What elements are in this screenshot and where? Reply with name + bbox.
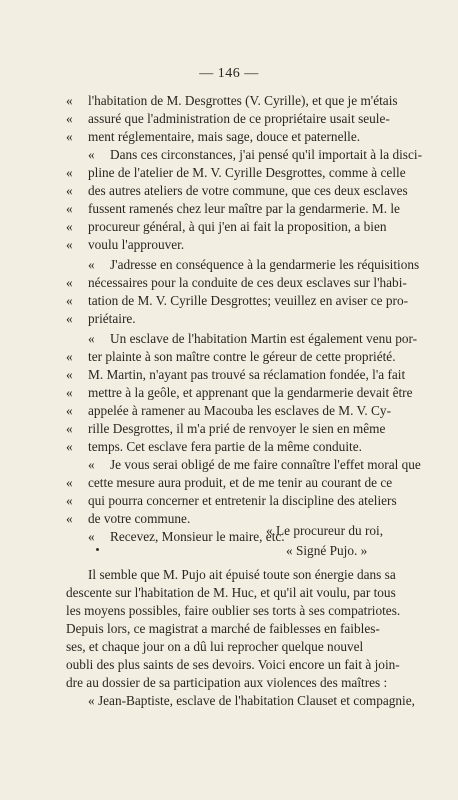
letter-line <box>66 402 428 420</box>
letter-line <box>88 456 428 474</box>
letter-line-text: de votre commune. <box>88 511 191 526</box>
body-line: descente sur l'habitation de M. Huc, et qu'il ait voulu, par tous <box>66 585 396 600</box>
quote-mark: « <box>88 147 95 162</box>
quote-mark: « <box>88 457 95 472</box>
signature-title: « Le procureur du roi, <box>266 523 384 538</box>
quote-mark: « <box>66 201 73 216</box>
letter-line <box>88 256 428 274</box>
letter-line-text: pline de l'atelier de M. V. Cyrille Desgrottes, comme à celle <box>88 165 406 180</box>
letter-line-text: temps. Cet esclave fera partie de la même conduite. <box>88 439 362 454</box>
letter-line-text: voulu l'approuver. <box>88 237 185 252</box>
letter-line-text: tation de M. V. Cyrille Desgrottes; veuillez en aviser ce pro- <box>88 293 409 308</box>
letter-line-text: des autres ateliers de votre commune, que ces deux esclaves <box>88 183 408 198</box>
letter-line <box>66 310 428 328</box>
letter-line <box>66 200 428 218</box>
quote-mark: « <box>88 257 95 272</box>
letter-line-text: ment réglementaire, mais sage, douce et paternelle. <box>88 129 361 144</box>
letter-line <box>66 110 428 128</box>
quote-mark: « <box>88 331 95 346</box>
letter-line <box>66 492 428 510</box>
quote-mark: « <box>66 293 73 308</box>
letter-line-text: Recevez, Monsieur le maire, etc. <box>110 529 285 544</box>
letter-line-text: Un esclave de l'habitation Martin est également venu por- <box>110 331 418 346</box>
letter-line <box>66 384 428 402</box>
letter-line-text: assuré que l'administration de ce propriétaire usait seule- <box>88 111 390 126</box>
quote-mark: « <box>66 493 73 508</box>
body-line: Depuis lors, ce magistrat a marché de faiblesses en faibles- <box>66 621 380 636</box>
letter-line <box>66 236 428 254</box>
letter-line-text: procureur général, à qui j'en ai fait la proposition, a bien <box>88 219 387 234</box>
letter-line <box>66 348 428 366</box>
quote-mark: « <box>66 165 73 180</box>
letter-line-text: Je vous serai obligé de me faire connaître l'effet moral que <box>110 457 421 472</box>
quote-mark: « <box>66 93 73 108</box>
letter-line <box>66 164 428 182</box>
body-line: dre au dossier de sa participation aux violences des maîtres : <box>66 675 388 690</box>
quote-mark: « <box>66 183 73 198</box>
body-line: « Jean-Baptiste, esclave de l'habitation Clauset et compagnie, <box>88 693 415 708</box>
letter-line <box>66 274 428 292</box>
letter-line <box>66 92 428 110</box>
quote-mark: « <box>66 275 73 290</box>
letter-line-text: priétaire. <box>88 311 136 326</box>
body-line: les moyens possibles, faire oublier ses torts à ses compatriotes. <box>66 603 401 618</box>
letter-line <box>88 330 428 348</box>
quote-mark: « <box>66 219 73 234</box>
body-line: ses, et chaque jour on a dû lui reprocher quelque nouvel <box>66 639 364 654</box>
letter-line-text: Dans ces circonstances, j'ai pensé qu'il importait à la disci- <box>110 147 422 162</box>
quote-mark: « <box>66 367 73 382</box>
letter-line <box>66 474 428 492</box>
letter-line-text: appelée à ramener au Macouba les esclaves de M. V. Cy- <box>88 403 392 418</box>
signature-name: « Signé Pujo. » <box>286 543 368 558</box>
quote-mark: « <box>66 237 73 252</box>
letter-line-text: J'adresse en conséquence à la gendarmerie les réquisitions <box>110 257 420 272</box>
letter-line-text: nécessaires pour la conduite de ces deux esclaves sur l'habi- <box>88 275 407 290</box>
body-line: oubli des plus saints de ses devoirs. Voici encore un fait à join- <box>66 657 400 672</box>
quote-mark: « <box>66 311 73 326</box>
quote-mark: « <box>88 529 95 544</box>
letter-line <box>66 420 428 438</box>
letter-line <box>66 218 428 236</box>
quote-mark: « <box>66 111 73 126</box>
quote-mark: « <box>66 385 73 400</box>
letter-line-text: mettre à la geôle, et apprenant que la gendarmerie devait être <box>88 385 413 400</box>
letter-line-text: l'habitation de M. Desgrottes (V. Cyrille), et que je m'étais <box>88 93 398 108</box>
letter-line <box>66 292 428 310</box>
letter-line-text: fussent ramenés chez leur maître par la gendarmerie. M. le <box>88 201 400 216</box>
quote-mark: « <box>66 403 73 418</box>
letter-line-text: ter plainte à son maître contre le géreur de cette propriété. <box>88 349 396 364</box>
quote-mark: « <box>66 349 73 364</box>
quote-mark: « <box>66 475 73 490</box>
letter-line <box>66 182 428 200</box>
letter-line <box>88 146 428 164</box>
letter-line-text: cette mesure aura produit, et de me tenir au courant de ce <box>88 475 393 490</box>
letter-line <box>66 438 428 456</box>
letter-line <box>66 366 428 384</box>
quote-mark: « <box>66 129 73 144</box>
quote-mark: « <box>66 421 73 436</box>
quote-mark: « <box>66 439 73 454</box>
letter-line-text: rille Desgrottes, il m'a prié de renvoyer le sien en même <box>88 421 386 436</box>
stray-mark <box>96 548 99 551</box>
quote-mark: « <box>66 511 73 526</box>
letter-line-text: qui pourra concerner et entretenir la discipline des ateliers <box>88 493 397 508</box>
page-number: — 146 — <box>199 66 259 81</box>
letter-line <box>66 128 428 146</box>
body-line: Il semble que M. Pujo ait épuisé toute son énergie dans sa <box>88 567 396 582</box>
letter-line-text: M. Martin, n'ayant pas trouvé sa réclamation fondée, l'a fait <box>88 367 406 382</box>
